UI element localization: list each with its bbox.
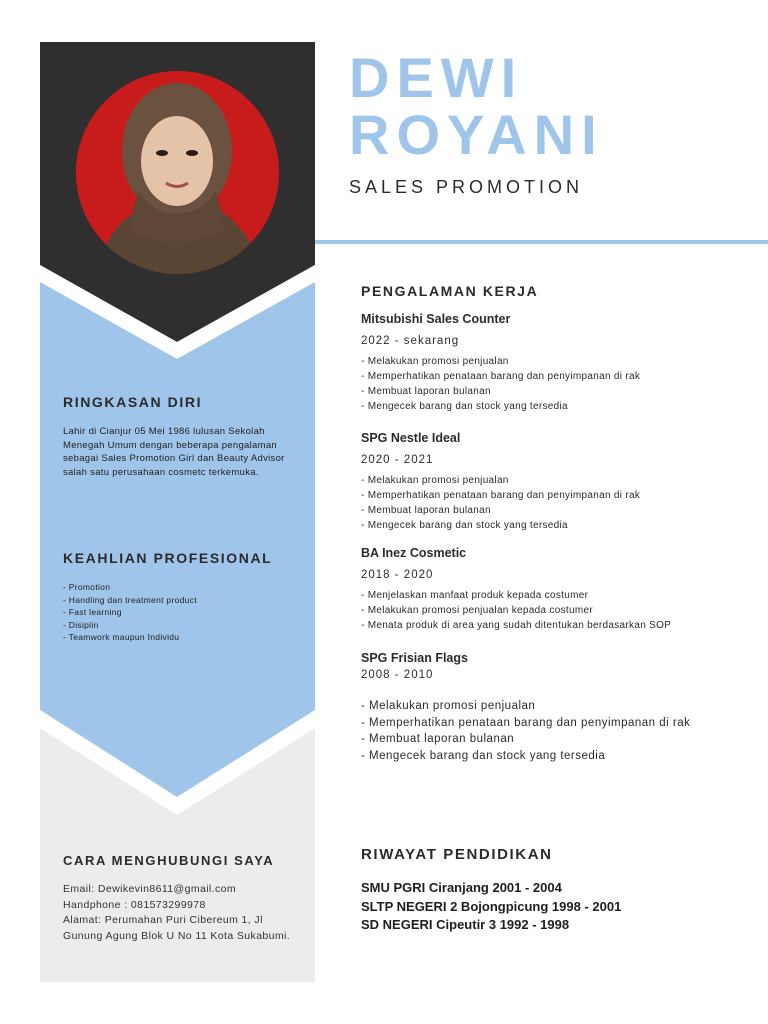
- last-name: ROYANI: [349, 103, 604, 166]
- summary-text: Lahir di Cianjur 05 Mei 1986 lulusan Sekolah Menegah Umum dengan beberapa pengalaman sebagai Sales Promotion Girl dan Beauty Advisor salah satu perusahaan cosmetc terkemuka.: [63, 426, 285, 478]
- education-item: SLTP NEGERI 2 Bojongpicung 1998 - 2001: [361, 898, 622, 914]
- duty-item: - Mengecek barang dan stock yang tersedia: [361, 749, 606, 762]
- duty-item: - Membuat laporan bulanan: [361, 733, 515, 745]
- duty-item: - Membuat laporan bulanan: [361, 386, 491, 397]
- duty-item: - Memperhatikan penataan barang dan penyimpanan di rak: [361, 490, 641, 501]
- duty-item: - Menjelaskan manfaat produk kepada costumer: [361, 590, 589, 601]
- job-entry: [361, 546, 721, 633]
- duty-item: - Melakukan promosi penjualan: [361, 356, 509, 367]
- duty-item: - Mengecek barang dan stock yang tersedia: [361, 520, 568, 531]
- contact-phone: Handphone : 081573299978: [63, 898, 206, 911]
- job-period: 2020 - 2021: [361, 454, 434, 466]
- job-entry: [361, 431, 721, 533]
- education-list: [361, 879, 621, 935]
- skill-item: - Handling dan treatment product: [63, 594, 197, 605]
- contact-email: Email: Dewikevin8611@gmail.com: [63, 883, 237, 895]
- contact-address: Alamat: Perumahan Puri Cibereum 1, Jl Gunung Agung Blok U No 11 Kota Sukabumi.: [63, 914, 291, 942]
- job-period: 2008 - 2010: [361, 669, 434, 681]
- summary-title: RINGKASAN DIRI: [63, 394, 203, 410]
- duty-item: - Melakukan promosi penjualan kepada costumer: [361, 605, 593, 616]
- duty-item: - Memperhatikan penataan barang dan penyimpanan di rak: [361, 716, 691, 729]
- job-period: 2022 - sekarang: [361, 335, 460, 347]
- job-company: SPG Nestle Ideal: [361, 431, 461, 445]
- job-period: 2018 - 2020: [361, 569, 434, 581]
- experience-title: PENGALAMAN KERJA: [361, 283, 539, 299]
- skill-item: - Fast learning: [63, 607, 122, 617]
- header-divider: [315, 240, 768, 244]
- job-title: SALES PROMOTION: [349, 177, 584, 197]
- sidebar-blue-panel: [40, 282, 315, 797]
- job-duties: [361, 473, 721, 533]
- job-company: BA Inez Cosmetic: [361, 546, 467, 560]
- first-name: DEWI: [349, 46, 524, 109]
- skill-item: - Disiplin: [63, 619, 99, 630]
- contact-details: [63, 882, 293, 944]
- job-duties: [361, 698, 721, 764]
- job-duties: [361, 354, 721, 414]
- skill-item: - Teamwork maupun Individu: [63, 632, 180, 642]
- contact-title: CARA MENGHUBUNGI SAYA: [63, 853, 275, 868]
- skills-list: [63, 581, 303, 644]
- duty-item: - Mengecek barang dan stock yang tersedia: [361, 401, 568, 412]
- skills-title: KEAHLIAN PROFESIONAL: [63, 550, 273, 566]
- duty-item: - Menata produk di area yang sudah ditentukan berdasarkan SOP: [361, 620, 672, 631]
- profile-photo: [76, 71, 279, 274]
- job-company: SPG Frisian Flags: [361, 651, 468, 665]
- profile-photo-figure: [76, 71, 279, 274]
- education-item: SMU PGRI Ciranjang 2001 - 2004: [361, 880, 562, 895]
- education-title: RIWAYAT PENDIDIKAN: [361, 846, 553, 863]
- duty-item: - Melakukan promosi penjualan: [361, 475, 509, 486]
- job-entry: [361, 651, 721, 764]
- job-entry: [361, 312, 721, 414]
- sidebar: [40, 42, 315, 982]
- education-item: SD NEGERI Cipeutir 3 1992 - 1998: [361, 917, 570, 932]
- duty-item: - Memperhatikan penataan barang dan penyimpanan di rak: [361, 371, 641, 382]
- duty-item: - Membuat laporan bulanan: [361, 505, 491, 516]
- job-company: Mitsubishi Sales Counter: [361, 312, 511, 326]
- skill-item: - Promotion: [63, 582, 111, 592]
- duty-item: - Melakukan promosi penjualan: [361, 700, 536, 712]
- job-duties: [361, 588, 721, 633]
